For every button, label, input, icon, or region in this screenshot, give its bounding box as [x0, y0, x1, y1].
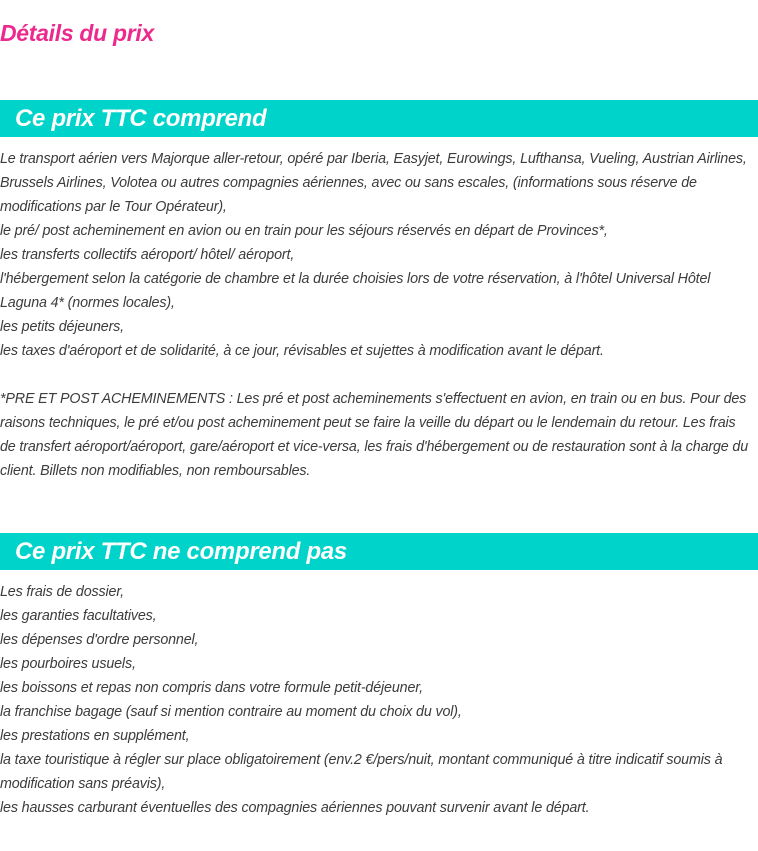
excluded-heading: Ce prix TTC ne comprend pas: [15, 538, 347, 565]
included-section-header: [0, 100, 758, 137]
list-item: Le transport aérien vers Majorque aller-retour, opéré par Iberia, Easyjet, Eurowings, Lufthansa, Vueling, Austrian Airlines, Brussels Airlines, Volotea ou autres compagnies aériennes, avec ou sans escales, (informations sous réserve de modifications par le Tour Opérateur),: [0, 151, 747, 215]
list-item: les petits déjeuners,: [0, 319, 125, 335]
excluded-list: [0, 580, 750, 820]
page-title: Détails du prix: [0, 20, 154, 46]
list-item: le pré/ post acheminement en avion ou en train pour les séjours réservés en départ de Provinces*,: [0, 223, 608, 239]
list-item: les taxes d'aéroport et de solidarité, à ce jour, révisables et sujettes à modification avant le départ.: [0, 343, 604, 359]
list-item: Les frais de dossier,: [0, 584, 125, 600]
list-item: les prestations en supplément,: [0, 728, 190, 744]
list-item: les hausses carburant éventuelles des compagnies aériennes pouvant survenir avant le départ.: [0, 800, 590, 816]
list-item: les boissons et repas non compris dans votre formule petit-déjeuner,: [0, 680, 423, 696]
included-heading: Ce prix TTC comprend: [15, 105, 267, 132]
list-item: la taxe touristique à régler sur place obligatoirement (env.2 €/pers/nuit, montant communiqué à titre indicatif soumis à modification sans préavis),: [0, 752, 723, 792]
excluded-section-header: [0, 533, 758, 570]
list-item: les transferts collectifs aéroport/ hôtel/ aéroport,: [0, 247, 295, 263]
list-item: les dépenses d'ordre personnel,: [0, 632, 199, 648]
acheminement-note: *PRE ET POST ACHEMINEMENTS : Les pré et post acheminements s'effectuent en avion, en train ou en bus. Pour des raisons techniques, le pré et/ou post acheminement peut se faire la veille du départ ou le lendemain du retour. Les frais de transfert aéroport/aéroport, gare/aéroport et vice-versa, les frais d'hébergement ou de restauration sont à la charge du client. Billets non modifiables, non remboursables.: [0, 391, 749, 479]
list-item: les garanties facultatives,: [0, 608, 157, 624]
list-item: la franchise bagage (sauf si mention contraire au moment du choix du vol),: [0, 704, 462, 720]
list-item: les pourboires usuels,: [0, 656, 136, 672]
list-item: l'hébergement selon la catégorie de chambre et la durée choisies lors de votre réservation, à l'hôtel Universal Hôtel Laguna 4* (normes locales),: [0, 271, 711, 311]
included-list: [0, 147, 750, 363]
